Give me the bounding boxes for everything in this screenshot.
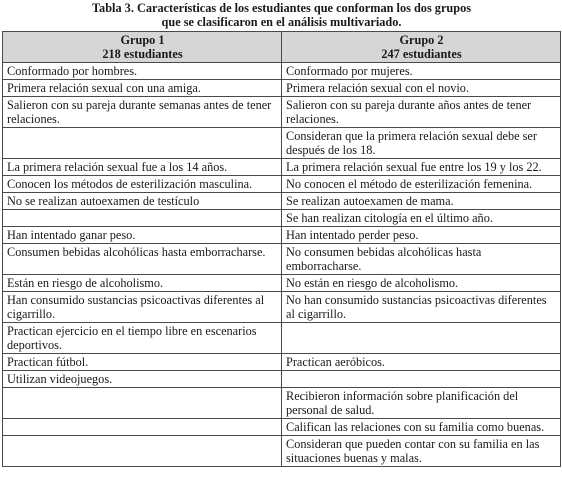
group-2-cell: No han consumido sustancias psicoactivas diferentes al cigarrillo. — [282, 292, 561, 323]
table-row — [3, 371, 561, 388]
group-2-cell: Recibieron información sobre planificación del personal de salud. — [282, 388, 561, 419]
group-2-cell: La primera relación sexual fue entre los 19 y los 22. — [282, 159, 561, 176]
group-1-cell: Salieron con su pareja durante semanas antes de tener relaciones. — [3, 97, 282, 128]
group-2-cell — [282, 323, 561, 354]
group-2-cell: Consideran que la primera relación sexual debe ser después de los 18. — [282, 128, 561, 159]
table-row — [3, 354, 561, 371]
table-row — [3, 63, 561, 80]
group-2-cell — [282, 371, 561, 388]
table-row — [3, 436, 561, 467]
group-2-cell: Califican las relaciones con su familia como buenas. — [282, 419, 561, 436]
table-row — [3, 388, 561, 419]
group-1-cell: Primera relación sexual con una amiga. — [3, 80, 282, 97]
header-group-1 — [3, 32, 282, 63]
group-2-cell: Se han realizan citología en el último año. — [282, 210, 561, 227]
group-1-cell — [3, 210, 282, 227]
group-2-cell: No consumen bebidas alcohólicas hasta emborracharse. — [282, 244, 561, 275]
caption-line-1: Tabla 3. Características de los estudiantes que conforman los dos grupos — [91, 1, 472, 15]
table-row — [3, 128, 561, 159]
table-row — [3, 176, 561, 193]
group-1-cell: La primera relación sexual fue a los 14 años. — [3, 159, 282, 176]
group-2-cell: Se realizan autoexamen de mama. — [282, 193, 561, 210]
group-1-cell — [3, 128, 282, 159]
table-row — [3, 210, 561, 227]
table-row — [3, 275, 561, 292]
table-row — [3, 323, 561, 354]
group-1-cell: Practican fútbol. — [3, 354, 282, 371]
table-row — [3, 292, 561, 323]
group-2-cell: Practican aeróbicos. — [282, 354, 561, 371]
group-1-cell: Practican ejercicio en el tiempo libre en escenarios deportivos. — [3, 323, 282, 354]
group-1-cell: Han consumido sustancias psicoactivas diferentes al cigarrillo. — [3, 292, 282, 323]
group-2-cell: Salieron con su pareja durante años antes de tener relaciones. — [282, 97, 561, 128]
header-group-1-count: 218 estudiantes — [102, 47, 183, 61]
table-row — [3, 159, 561, 176]
table-caption — [2, 0, 561, 30]
group-2-cell: No están en riesgo de alcoholismo. — [282, 275, 561, 292]
header-group-1-name: Grupo 1 — [120, 33, 165, 47]
group-1-cell: Consumen bebidas alcohólicas hasta emborracharse. — [3, 244, 282, 275]
header-group-2 — [282, 32, 561, 63]
table-row — [3, 244, 561, 275]
group-1-cell: Utilizan videojuegos. — [3, 371, 282, 388]
table-row — [3, 97, 561, 128]
group-1-cell — [3, 419, 282, 436]
header-group-2-count: 247 estudiantes — [381, 47, 462, 61]
group-1-cell: Están en riesgo de alcoholismo. — [3, 275, 282, 292]
table-row — [3, 80, 561, 97]
table-header-row — [3, 32, 561, 63]
group-2-cell: Han intentado perder peso. — [282, 227, 561, 244]
group-1-cell: No se realizan autoexamen de testículo — [3, 193, 282, 210]
group-1-cell — [3, 436, 282, 467]
group-2-cell: Consideran que pueden contar con su familia en las situaciones buenas y malas. — [282, 436, 561, 467]
characteristics-table — [2, 31, 561, 467]
table-row — [3, 227, 561, 244]
caption-line-2: que se clasificaron en el análisis multivariado. — [161, 15, 402, 29]
header-group-2-name: Grupo 2 — [399, 33, 444, 47]
group-1-cell — [3, 388, 282, 419]
group-1-cell: Conocen los métodos de esterilización masculina. — [3, 176, 282, 193]
group-1-cell: Conformado por hombres. — [3, 63, 282, 80]
group-1-cell: Han intentado ganar peso. — [3, 227, 282, 244]
table-row — [3, 419, 561, 436]
table-row — [3, 193, 561, 210]
group-2-cell: No conocen el método de esterilización femenina. — [282, 176, 561, 193]
table-body — [3, 63, 561, 467]
group-2-cell: Conformado por mujeres. — [282, 63, 561, 80]
group-2-cell: Primera relación sexual con el novio. — [282, 80, 561, 97]
